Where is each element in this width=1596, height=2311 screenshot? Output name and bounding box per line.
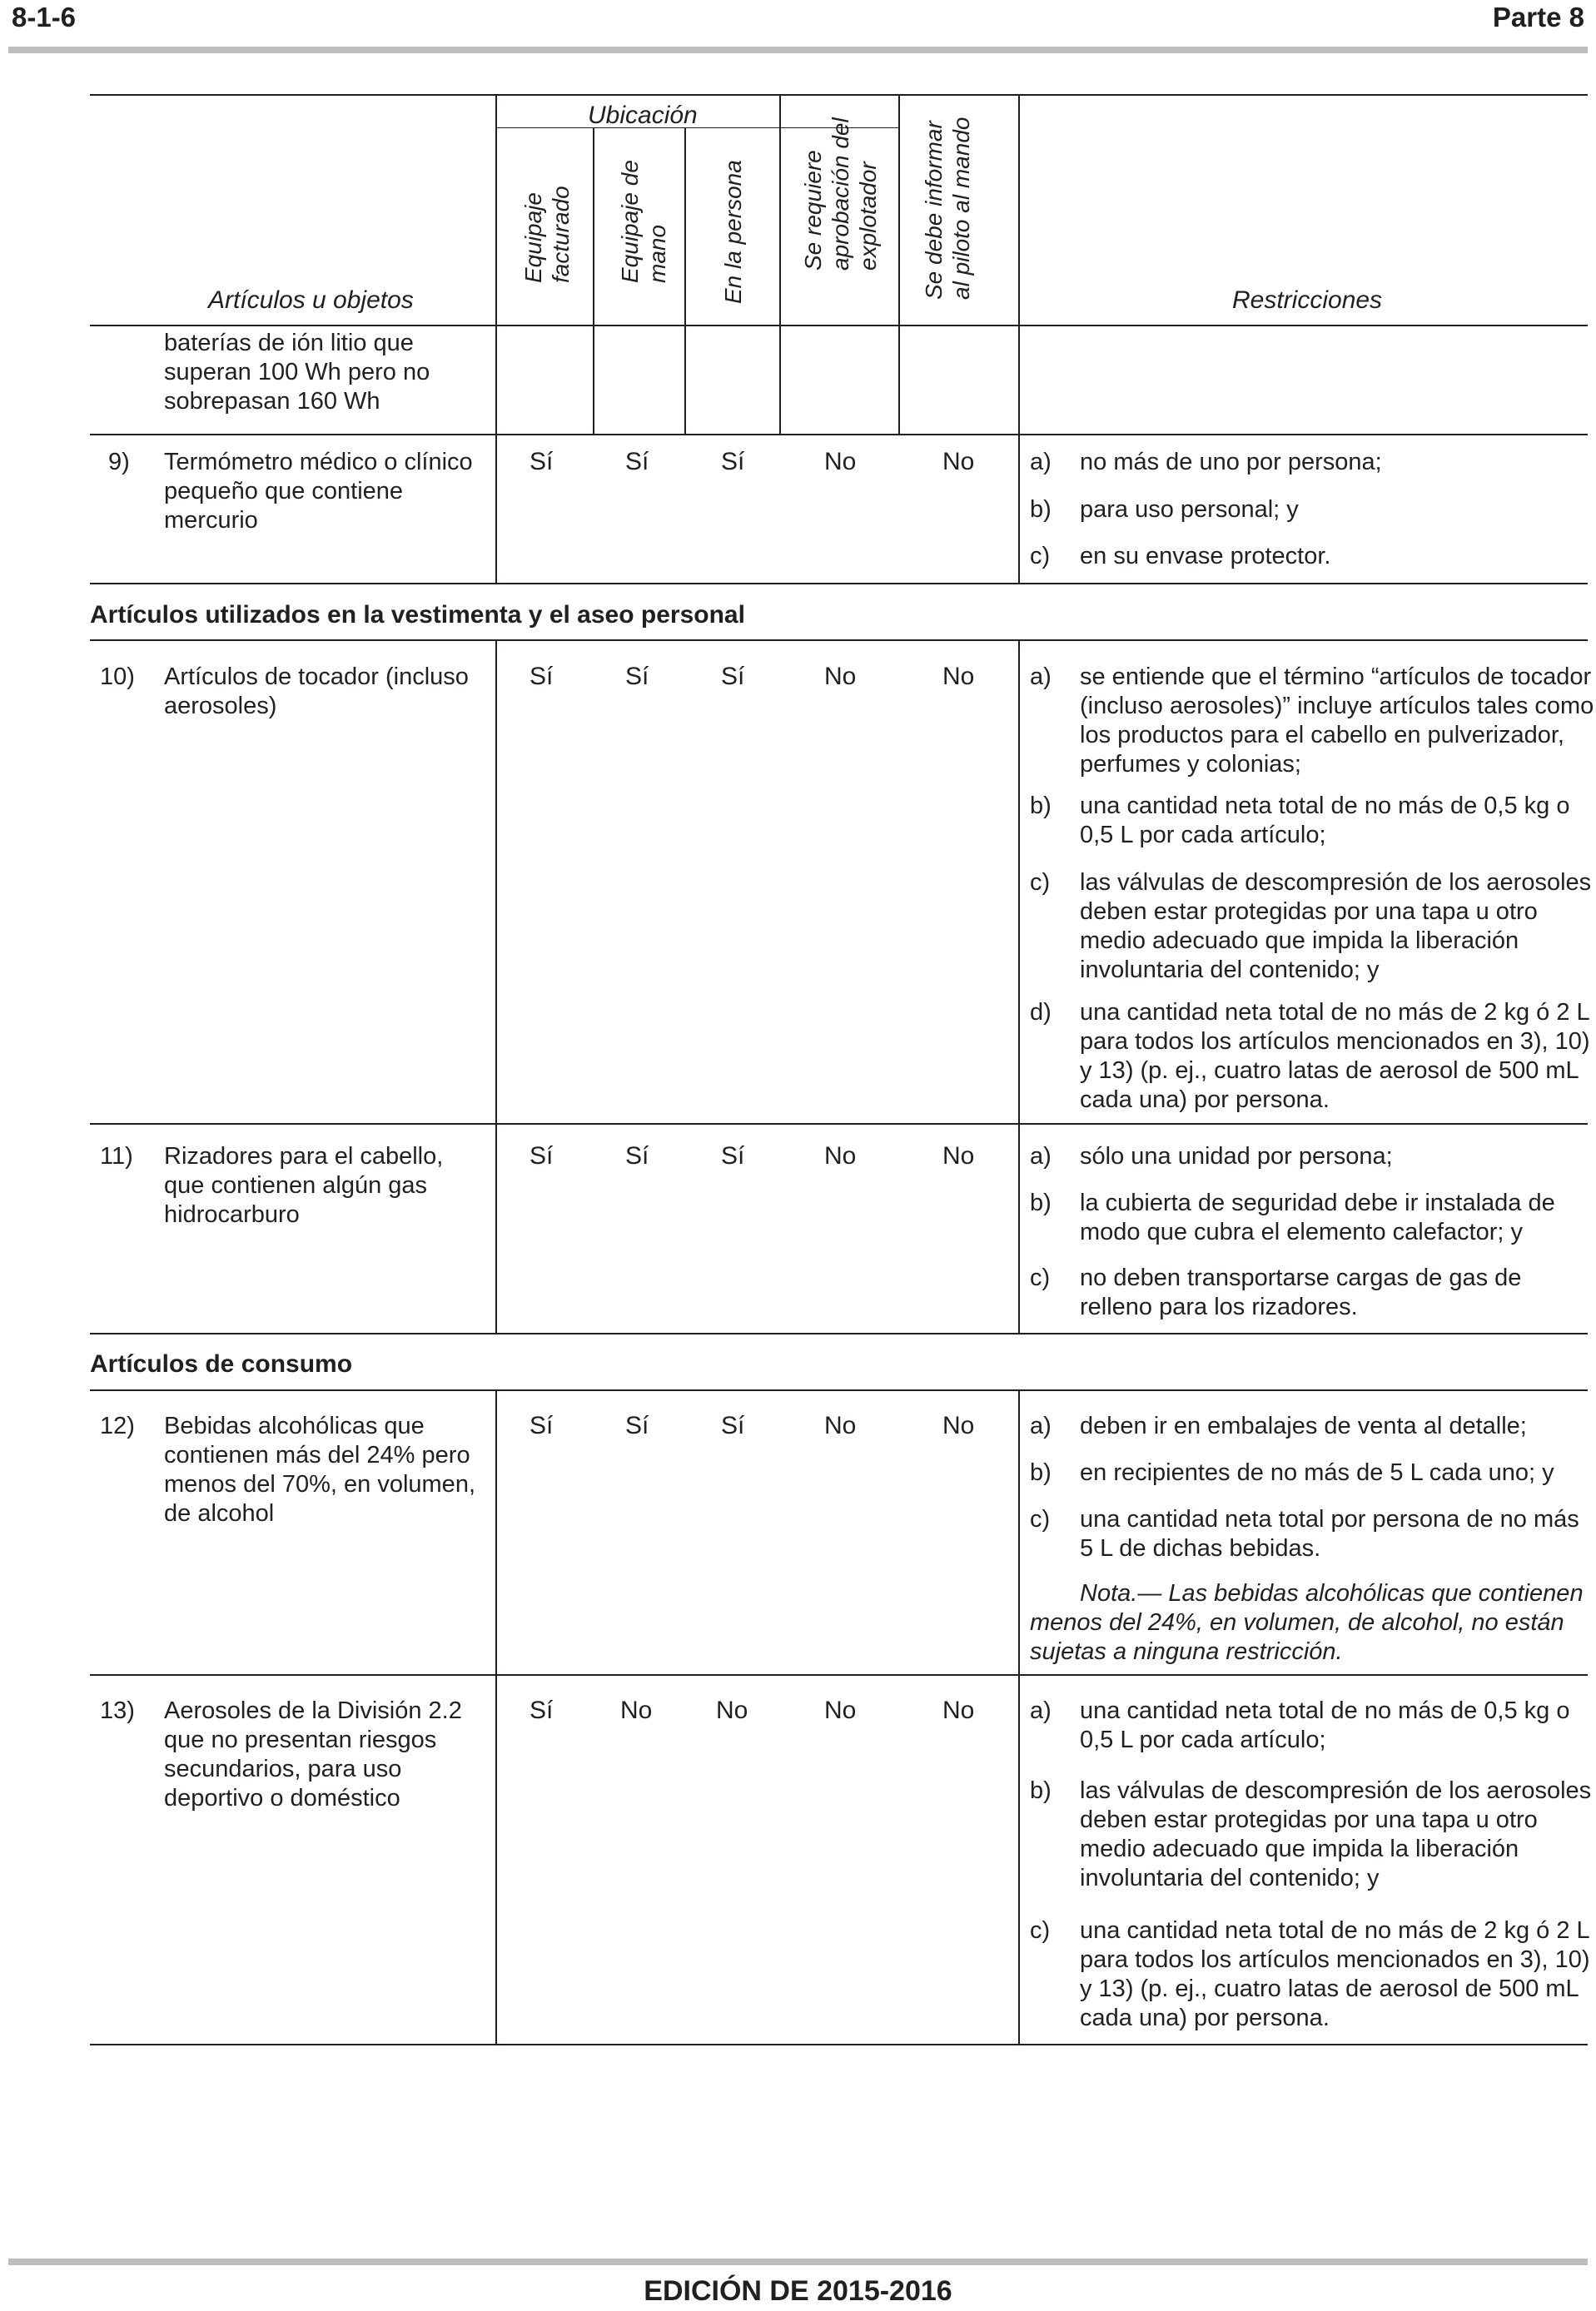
col-line-4 bbox=[779, 94, 781, 435]
row11-right-border bbox=[1018, 1123, 1020, 1334]
edition-footer: EDICIÓN DE 2015-2016 bbox=[644, 2275, 952, 2307]
row9-mark-approval: No bbox=[824, 448, 857, 475]
page-number: 8-1-6 bbox=[12, 2, 77, 32]
row12-mark-pilot: No bbox=[942, 1412, 975, 1439]
row10-number: 10) bbox=[100, 663, 135, 690]
header-carry-on: Equipaje de mano bbox=[617, 160, 670, 283]
row11-mark-approval: No bbox=[824, 1142, 857, 1170]
row9-mark-pilot: No bbox=[942, 448, 975, 475]
row10-letter-c: c) bbox=[1030, 869, 1051, 896]
row11-restriction-c: no deben transportarse cargas de gas de relleno para los rizadores. bbox=[1080, 1265, 1522, 1320]
row13-restriction-c: una cantidad neta total de no más de 2 kg ó 2 L para todos los artículos mencionados en 3), 10) y 13) (p. ej., cuatro latas de aerosol de 500 mL cada una) por persona. bbox=[1080, 1917, 1590, 2031]
row9-mark-checked: Sí bbox=[530, 448, 554, 475]
row11-mark-checked: Sí bbox=[530, 1142, 554, 1170]
row10-mark-pilot: No bbox=[942, 663, 975, 690]
row12-letter-a: a) bbox=[1030, 1413, 1052, 1439]
row10-letter-d: d) bbox=[1030, 999, 1052, 1026]
row12-restriction-a: deben ir en embalajes de venta al detalle; bbox=[1080, 1413, 1527, 1439]
section-clothing-rule bbox=[90, 639, 1588, 641]
row13-right-border bbox=[1018, 1674, 1020, 2045]
row9-restriction-a: no más de uno por persona; bbox=[1080, 449, 1382, 475]
row11-letter-b: b) bbox=[1030, 1190, 1052, 1216]
col-line-2 bbox=[593, 127, 594, 435]
row10-bottom-rule bbox=[90, 1123, 1588, 1125]
header-rule bbox=[8, 47, 1588, 53]
row11-mark-pilot: No bbox=[942, 1142, 975, 1170]
continued-item: baterías de ión litio que superan 100 Wh pero no sobrepasan 160 Wh bbox=[164, 330, 430, 415]
row12-item: Bebidas alcohólicas que contienen más del 24% pero menos del 70%, en volumen, de alcohol bbox=[164, 1413, 475, 1527]
row11-item: Rizadores para el cabello, que contienen algún gas hidrocarburo bbox=[164, 1143, 444, 1228]
header-location: Ubicación bbox=[588, 102, 698, 129]
col-line-5 bbox=[898, 94, 900, 435]
row10-restriction-b: una cantidad neta total de no más de 0,5 kg o 0,5 L por cada artículo; bbox=[1080, 793, 1570, 848]
row10-right-border bbox=[1018, 639, 1020, 1124]
col-line-6 bbox=[1018, 94, 1020, 435]
rule-after-continued bbox=[90, 434, 1588, 435]
header-on-person: En la persona bbox=[720, 160, 746, 304]
row10-letter-a: a) bbox=[1030, 663, 1052, 690]
row13-mark-carry-on: No bbox=[620, 1697, 653, 1724]
row12-number: 12) bbox=[100, 1413, 135, 1439]
header-bottom-rule bbox=[90, 325, 1588, 326]
row13-bottom-rule bbox=[90, 2044, 1588, 2045]
row12-mark-approval: No bbox=[824, 1412, 857, 1439]
row9-letter-c: c) bbox=[1030, 543, 1051, 569]
row10-mark-approval: No bbox=[824, 663, 857, 690]
row9-letter-a: a) bbox=[1030, 449, 1052, 475]
row13-item: Aerosoles de la División 2.2 que no presentan riesgos secundarios, para uso deportivo o doméstico bbox=[164, 1697, 462, 1812]
row13-letter-c: c) bbox=[1030, 1917, 1051, 1944]
row12-right-border bbox=[1018, 1389, 1020, 1675]
row10-restriction-d: una cantidad neta total de no más de 2 kg ó 2 L para todos los artículos mencionados en 3), 10) y 13) (p. ej., cuatro latas de aerosol de 500 mL cada una) por persona. bbox=[1080, 999, 1590, 1113]
table-top-rule bbox=[90, 94, 1588, 96]
row11-restriction-b: la cubierta de seguridad debe ir instalada de modo que cubra el elemento calefactor; y bbox=[1080, 1190, 1555, 1245]
row11-restriction-a: sólo una unidad por persona; bbox=[1080, 1143, 1393, 1170]
row12-mark-carry-on: Sí bbox=[625, 1412, 649, 1439]
row10-restriction-c: las válvulas de descompresión de los aerosoles deben estar protegidas por una tapa u otro medio adecuado que impida la liberación involuntaria del contenido; y bbox=[1080, 869, 1592, 983]
row12-bottom-rule bbox=[90, 1674, 1588, 1676]
section-consumer: Artículos de consumo bbox=[90, 1350, 353, 1378]
row10-left-border bbox=[495, 639, 497, 1124]
col-line-1 bbox=[495, 94, 497, 435]
row13-mark-on-person: No bbox=[716, 1697, 748, 1724]
row9-letter-b: b) bbox=[1030, 496, 1052, 523]
header-operator-approval: Se requiere aprobación del explotador bbox=[800, 117, 881, 271]
section-consumer-rule bbox=[90, 1389, 1588, 1391]
row13-mark-approval: No bbox=[824, 1697, 857, 1724]
row11-letter-c: c) bbox=[1030, 1265, 1051, 1291]
row13-letter-b: b) bbox=[1030, 1777, 1052, 1804]
row12-restriction-b: en recipientes de no más de 5 L cada uno; y bbox=[1080, 1459, 1554, 1486]
row13-left-border bbox=[495, 1674, 497, 2045]
row11-letter-a: a) bbox=[1030, 1143, 1052, 1170]
section-clothing: Artículos utilizados en la vestimenta y el aseo personal bbox=[90, 601, 745, 629]
row13-mark-checked: Sí bbox=[530, 1697, 554, 1724]
row11-number: 11) bbox=[100, 1143, 133, 1170]
row9-mark-carry-on: Sí bbox=[625, 448, 649, 475]
row10-mark-on-person: Sí bbox=[721, 663, 745, 690]
row12-note: Nota.— Las bebidas alcohólicas que contienen menos del 24%, en volumen, de alcohol, no están sujetas a ninguna restricción. bbox=[1030, 1580, 1584, 1665]
row9-restriction-c: en su envase protector. bbox=[1080, 543, 1331, 569]
row10-mark-checked: Sí bbox=[530, 663, 554, 690]
row11-mark-carry-on: Sí bbox=[625, 1142, 649, 1170]
row10-restriction-a: se entiende que el término “artículos de tocador (incluso aerosoles)” incluye artículos tales como los productos para el cabello en pulverizador, perfumes y colonias; bbox=[1080, 663, 1594, 778]
row13-mark-pilot: No bbox=[942, 1697, 975, 1724]
row13-number: 13) bbox=[100, 1697, 135, 1724]
row9-left-border bbox=[495, 434, 497, 584]
row11-bottom-rule bbox=[90, 1333, 1588, 1334]
row10-letter-b: b) bbox=[1030, 793, 1052, 819]
row9-restriction-b: para uso personal; y bbox=[1080, 496, 1299, 523]
row12-letter-c: c) bbox=[1030, 1506, 1051, 1533]
col-line-3 bbox=[684, 127, 686, 435]
row10-item: Artículos de tocador (incluso aerosoles) bbox=[164, 663, 469, 719]
part-label: Parte 8 bbox=[1492, 2, 1584, 32]
row9-item: Termómetro médico o clínico pequeño que contiene mercurio bbox=[164, 449, 473, 534]
row12-mark-on-person: Sí bbox=[721, 1412, 745, 1439]
header-restrictions: Restricciones bbox=[1232, 286, 1383, 314]
row11-mark-on-person: Sí bbox=[721, 1142, 745, 1170]
row13-letter-a: a) bbox=[1030, 1697, 1052, 1724]
row10-mark-carry-on: Sí bbox=[625, 663, 649, 690]
footer-rule bbox=[8, 2259, 1588, 2265]
row9-number: 9) bbox=[108, 449, 130, 475]
header-checked: Equipaje facturado bbox=[520, 186, 574, 283]
header-inform-pilot: Se debe informar al piloto al mando bbox=[921, 117, 974, 300]
row12-letter-b: b) bbox=[1030, 1459, 1052, 1486]
header-items: Artículos u objetos bbox=[208, 286, 414, 314]
row13-restriction-b: las válvulas de descompresión de los aerosoles deben estar protegidas por una tapa u otro medio adecuado que impida la liberación involuntaria del contenido; y bbox=[1080, 1777, 1592, 1891]
row11-left-border bbox=[495, 1123, 497, 1334]
row13-restriction-a: una cantidad neta total de no más de 0,5 kg o 0,5 L por cada artículo; bbox=[1080, 1697, 1570, 1753]
row9-bottom-rule bbox=[90, 583, 1588, 584]
row9-right-border bbox=[1018, 434, 1020, 584]
row9-mark-on-person: Sí bbox=[721, 448, 745, 475]
row12-left-border bbox=[495, 1389, 497, 1675]
row12-restriction-c: una cantidad neta total por persona de no más 5 L de dichas bebidas. bbox=[1080, 1506, 1579, 1562]
row12-mark-checked: Sí bbox=[530, 1412, 554, 1439]
